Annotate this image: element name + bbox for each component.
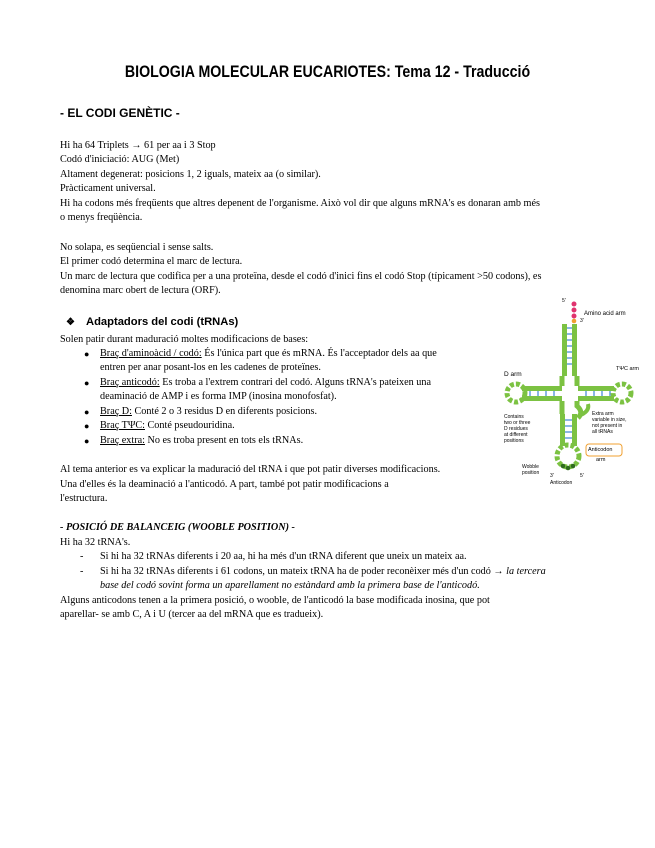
- wobble-heading: - POSICIÓ DE BALANCEIG (WOOBLE POSITION) -: [60, 522, 295, 533]
- bullet-text: Conté 2 o 3 residus D en diferents posicions.: [131, 406, 318, 417]
- label-tpsic-arm: TΨC arm: [616, 366, 639, 372]
- bullet-text: Conté pseudouridina.: [144, 420, 235, 431]
- svg-text:two or three: two or three: [504, 420, 531, 426]
- reading-line: El primer codó determina el marc de lectura.: [60, 256, 243, 267]
- intro-line: Pràcticament universal.: [60, 183, 156, 194]
- svg-text:all tRNAs: all tRNAs: [592, 429, 613, 435]
- bullet-text: Es troba a l'extrem contrari del codó. Alguns tRNA's pateixen una: [159, 377, 431, 388]
- label-three-prime-bottom: 3': [550, 473, 554, 479]
- after-line: l'estructura.: [60, 493, 108, 504]
- svg-text:variable in size,: variable in size,: [592, 417, 627, 423]
- document-page: BIOLOGIA MOLECULAR EUCARIOTES: Tema 12 - Traducció - EL CODI GENÈTIC - Hi ha 64 Triplets → 61 per aa i 3 Stop Codó d'iniciació: AUG (Met) Altament degenerat: posicions 1, 2 iguals, mateix aa (o similar). Pràcticament universal. Hi ha codons més freqüents que altres depenent de l'organisme. Això vol dir que alguns mRNA's es donaran amb més o menys freqüència. No solapa, es seqüencial i sense salts. El primer codó determina el marc de lectura. Un marc de lectura que codifica per a una proteïna, desde el codó d'inici fins el codó Stop (típicament >50 codons), es denomina marc obert de lectura (ORF). ❖ Adaptadors del codi (tRNAs) Solen patir durant maduració moltes modificacions de bases: ● Braç d'aminoàcid / codó: És l'única part que és mRNA. És l'acceptador dels aa que entren per anar posant-los en les cadenes de proteïnes. ● Braç anticodó: Es troba a l'extrem contrari del codó. Alguns tRNA's pateixen una deaminació de AMP i es forma IMP (inosina monofosfat). ● Braç D: Conté 2 o 3 residus D en diferents posicions. ● Braç TΨC: Conté pseudouridina. ● Braç extra: No es troba present en tots els tRNAs. Al tema anterior es va explicar la maduració del tRNA i que pot patir diverses modificacions. Una d'elles és la deaminació a l'anticodó. A part, també pot patir modificacions a l'estructura. - POSICIÓ DE BALANCEIG (WOOBLE POSITION) - Hi ha 32 tRNA's. - Si hi ha 32 tRNAs diferents i 20 aa, hi ha més d'un tRNA diferent que uneix un mateix aa. - Si hi ha 32 tRNAs diferents i 61 codons, un mateix tRNA ha de poder reconèixer més d'un codó → la tercera base del codó sovint forma un aparellament no estàndard amb la primera base de l'anticodó. Alguns anticodons tenen a la primera posició, o wooble, de l'anticodó la base modificada inosina, que pot aparellar- se amb C, A i U (tercer aa del mRNA que es tradueix). 5' 3' Amino acid arm D arm TΨC arm Contains two or three D residues at different positions Extra arm variable in size, not present in all tRNAs Anticodon arm Wobble position 3' 5' Anticodon: [0, 0, 655, 848]
- intro-line: Hi ha codons més freqüents que altres depenent de l'organisme. Això vol dir que alguns mRNA's es donaran amb més: [60, 198, 540, 209]
- dash-marker: -: [80, 551, 84, 562]
- diamond-bullet-icon: ❖: [66, 317, 75, 328]
- svg-text:position: position: [522, 470, 540, 476]
- acceptor-stem: [562, 302, 577, 377]
- reading-line: No solapa, es seqüencial i sense salts.: [60, 242, 214, 253]
- bullet-icon: ●: [84, 349, 90, 359]
- after-line: Una d'elles és la deaminació a l'anticodó. A part, també pot patir modificacions a: [60, 479, 389, 490]
- bullet-term: Braç extra:: [100, 435, 145, 446]
- dash-item: - Si hi ha 32 tRNAs diferents i 61 codons, un mateix tRNA ha de poder reconèixer més d'un codó → la tercera: [80, 566, 546, 577]
- bullet-icon: ●: [84, 378, 90, 388]
- anticodon-arm: [557, 414, 579, 470]
- svg-text:Extra arm: Extra arm: [592, 411, 614, 417]
- label-five-prime-bottom: 5': [580, 473, 584, 479]
- svg-text:D residues: D residues: [504, 426, 528, 432]
- adaptors-intro: Solen patir durant maduració moltes modificacions de bases:: [60, 334, 309, 345]
- bullet-term: Braç D:: [100, 406, 132, 417]
- bullet-icon: ●: [84, 436, 90, 446]
- label-d-arm: D arm: [504, 371, 522, 378]
- bullet-icon: ●: [84, 407, 90, 417]
- closing-line: aparellar- se amb C, A i U (tercer aa del mRNA que es tradueix).: [60, 609, 324, 620]
- trna-cloverleaf-figure: [492, 294, 652, 490]
- svg-text:Wobble: Wobble: [522, 464, 539, 470]
- bullet-icon: ●: [84, 421, 90, 431]
- svg-text:arm: arm: [596, 457, 606, 463]
- closing-line: Alguns anticodons tenen a la primera posició, o wooble, de l'anticodó la base modificada inosina, que pot: [60, 595, 490, 606]
- intro-line: Hi ha 64 Triplets → 61 per aa i 3 Stop: [60, 140, 216, 151]
- bullet-term: Braç d'aminoàcid / codó:: [100, 348, 202, 359]
- dash-item: - Si hi ha 32 tRNAs diferents i 20 aa, hi ha més d'un tRNA diferent que uneix un mateix aa.: [80, 551, 467, 562]
- label-anticodon-arm: [588, 447, 612, 463]
- adaptors-heading-text: Adaptadors del codi (tRNAs): [86, 316, 239, 328]
- wobble-line: Hi ha 32 tRNA's.: [60, 537, 131, 548]
- label-amino-acid-arm: Amino acid arm: [584, 311, 626, 317]
- intro-line: o menys freqüència.: [60, 212, 143, 223]
- bullet-term: Braç TΨC:: [100, 420, 145, 431]
- svg-text:Anticodon: Anticodon: [588, 447, 613, 453]
- svg-text:not present in: not present in: [592, 423, 623, 429]
- bullet-term: Braç anticodó:: [100, 377, 160, 388]
- reading-line: Un marc de lectura que codifica per a una proteïna, desde el codó d'inici fins el codó Stop (típicament >50 codons), es: [60, 271, 542, 282]
- adaptors-heading: [66, 316, 238, 328]
- intro-line: Codó d'iniciació: AUG (Met): [60, 154, 180, 165]
- label-anticodon: Anticodon: [550, 480, 573, 486]
- label-five-prime: 5': [562, 298, 566, 304]
- svg-text:positions: positions: [504, 438, 524, 444]
- bullet-text: És l'única part que és mRNA. És l'acceptador dels aa que: [201, 348, 437, 359]
- section-heading-genetic-code: - EL CODI GENÈTIC -: [60, 106, 180, 120]
- intro-line: Altament degenerat: posicions 1, 2 iguals, mateix aa (o similar).: [60, 169, 321, 180]
- document-title: BIOLOGIA MOLECULAR EUCARIOTES: Tema 12 - Traducció: [124, 63, 531, 81]
- svg-text:Contains: Contains: [504, 414, 524, 420]
- d-arm: [507, 384, 562, 402]
- svg-text:at different: at different: [504, 432, 528, 438]
- label-extra-arm: [592, 411, 626, 435]
- label-three-prime: 3': [580, 318, 584, 324]
- tpsic-arm: [578, 384, 631, 402]
- dash-marker: -: [80, 566, 84, 577]
- label-wobble: [522, 464, 539, 476]
- reading-line: denomina marc obert de lectura (ORF).: [60, 285, 221, 296]
- label-d-arm-note: [504, 414, 531, 444]
- after-line: Al tema anterior es va explicar la maduració del tRNA i que pot patir diverses modificacions.: [60, 464, 441, 475]
- bullet-text: No es troba present en tots els tRNAs.: [144, 435, 304, 446]
